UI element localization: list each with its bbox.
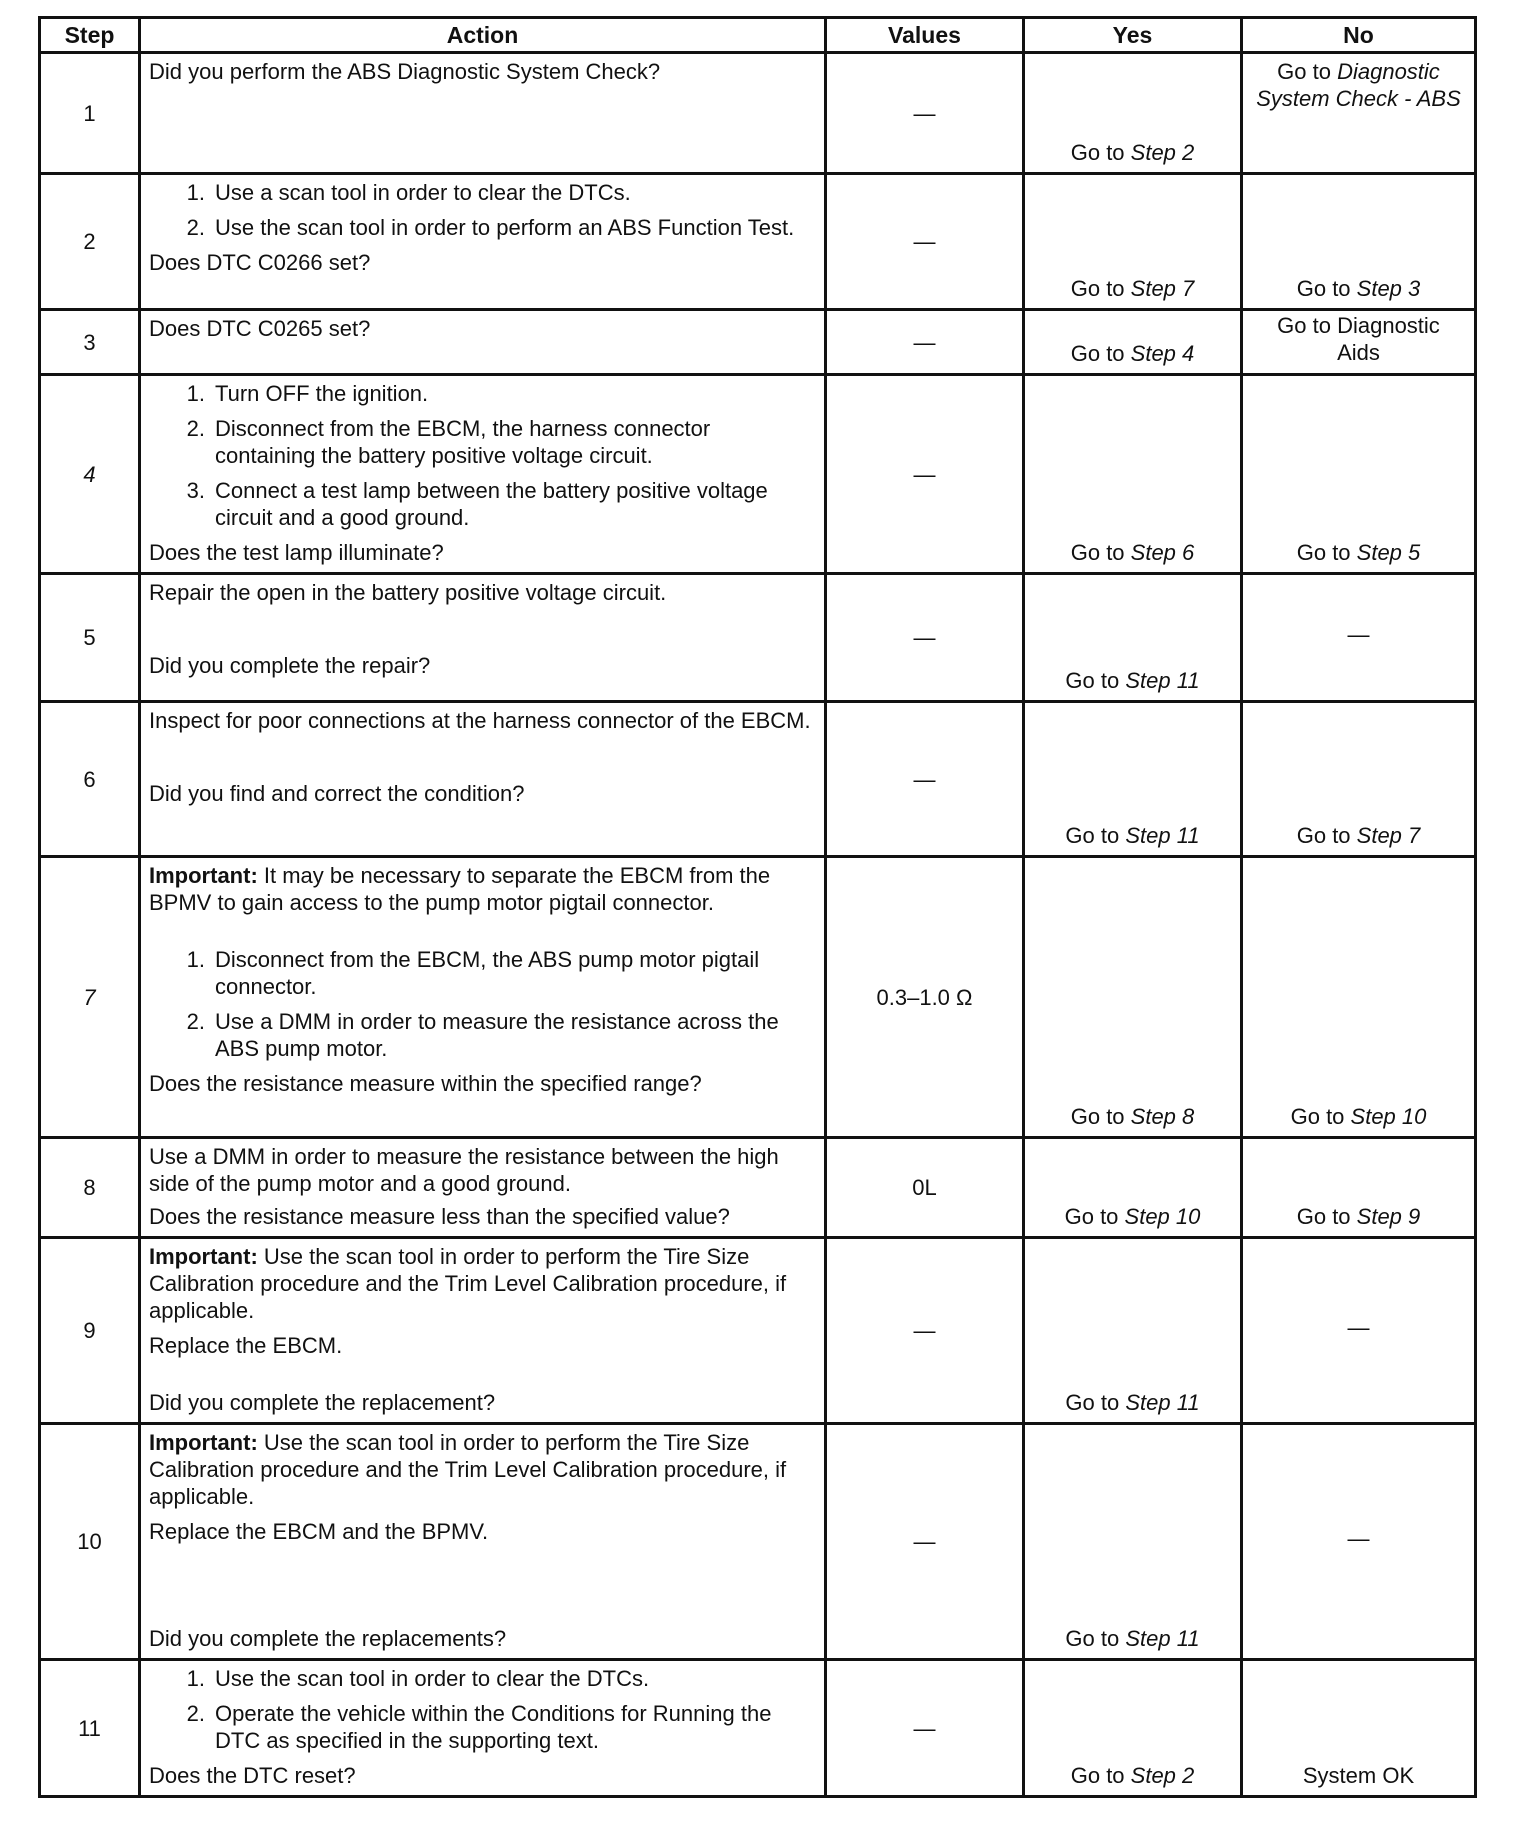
step-number: 3: [40, 310, 140, 375]
no-cell: System OK: [1242, 1660, 1476, 1797]
action-steps: [149, 179, 816, 241]
step-number: 1: [40, 53, 140, 174]
step-number: 11: [40, 1660, 140, 1797]
no-cell: [1242, 53, 1476, 174]
value-cell: 0.3–1.0 Ω: [826, 857, 1024, 1138]
no-cell: —: [1242, 1424, 1476, 1660]
action-step-item: 2. Use a DMM in order to measure the resistance across the ABS pump motor.: [186, 1009, 779, 1061]
important-note: Important: Use the scan tool in order to perform the Tire Size Calibration procedure and the Trim Level Calibration procedure, if applicable.: [149, 1244, 787, 1323]
action-cell: [140, 1424, 826, 1660]
value-cell: —: [826, 53, 1024, 174]
yes-link[interactable]: Step 6: [1130, 540, 1195, 565]
no-link[interactable]: Step 9: [1356, 1204, 1421, 1229]
action-steps: [149, 380, 816, 531]
table-row: [40, 857, 1476, 1138]
step-number: 10: [40, 1424, 140, 1660]
header-no: No: [1242, 18, 1476, 53]
step-number: 9: [40, 1238, 140, 1424]
no-prefix: Go to: [1277, 59, 1338, 84]
yes-cell: Go to Step 11: [1024, 1424, 1242, 1660]
yes-link[interactable]: Step 7: [1130, 276, 1195, 301]
action-text: Replace the EBCM and the BPMV.: [149, 1519, 489, 1544]
yes-link[interactable]: Step 2: [1130, 1763, 1195, 1788]
no-cell: Go to Step 3: [1242, 174, 1476, 310]
action-steps: [149, 1665, 816, 1754]
yes-cell: [1024, 53, 1242, 174]
step-number: 4: [40, 375, 140, 574]
action-cell: [140, 53, 826, 174]
yes-link[interactable]: Step 4: [1130, 341, 1195, 366]
table-row: [40, 53, 1476, 174]
action-text: Does DTC C0265 set?: [149, 316, 371, 341]
action-cell: [140, 574, 826, 702]
action-text: Replace the EBCM.: [149, 1333, 343, 1358]
header-step: Step: [40, 18, 140, 53]
header-row: [40, 18, 1476, 53]
action-step-item: 1. Use a scan tool in order to clear the DTCs.: [186, 180, 631, 205]
no-cell: Go to Step 10: [1242, 857, 1476, 1138]
header-values: Values: [826, 18, 1024, 53]
yes-cell: Go to Step 11: [1024, 574, 1242, 702]
value-cell: —: [826, 574, 1024, 702]
action-text: Did you perform the ABS Diagnostic System Check?: [149, 59, 661, 84]
value-cell: —: [826, 310, 1024, 375]
no-link[interactable]: Step 5: [1356, 540, 1421, 565]
yes-prefix: Go to: [1070, 140, 1131, 165]
action-cell: [140, 375, 826, 574]
yes-cell: Go to Step 8: [1024, 857, 1242, 1138]
action-step-item: 2. Disconnect from the EBCM, the harness connector containing the battery positive voltage circuit.: [186, 416, 711, 468]
yes-cell: Go to Step 7: [1024, 174, 1242, 310]
action-cell: [140, 1660, 826, 1797]
no-cell: —: [1242, 574, 1476, 702]
action-steps: [149, 946, 816, 1062]
yes-cell: Go to Step 4: [1024, 310, 1242, 375]
action-question: Does the test lamp illuminate?: [149, 540, 444, 565]
yes-cell: Go to Step 11: [1024, 702, 1242, 857]
important-note: Important: Use the scan tool in order to perform the Tire Size Calibration procedure and the Trim Level Calibration procedure, if applicable.: [149, 1430, 787, 1509]
yes-link[interactable]: Step 2: [1130, 140, 1195, 165]
value-cell: —: [826, 1660, 1024, 1797]
action-cell: [140, 1238, 826, 1424]
important-note: Important: It may be necessary to separate the EBCM from the BPMV to gain access to the pump motor pigtail connector.: [149, 863, 771, 915]
table-row: [40, 1660, 1476, 1797]
action-question: Does the DTC reset?: [149, 1763, 356, 1788]
value-cell: —: [826, 375, 1024, 574]
action-step-item: 2. Operate the vehicle within the Conditions for Running the DTC as specified in the supporting text.: [186, 1701, 772, 1753]
action-step-item: 3. Connect a test lamp between the battery positive voltage circuit and a good ground.: [186, 478, 768, 530]
step-number: 5: [40, 574, 140, 702]
yes-cell: Go to Step 10: [1024, 1138, 1242, 1238]
yes-link[interactable]: Step 10: [1124, 1204, 1201, 1229]
table-row: [40, 702, 1476, 857]
value-cell: —: [826, 1424, 1024, 1660]
action-cell: [140, 702, 826, 857]
action-question: Does the resistance measure within the specified range?: [149, 1071, 702, 1096]
table-row: [40, 1138, 1476, 1238]
no-link[interactable]: Step 7: [1356, 823, 1421, 848]
no-cell: Go to Step 9: [1242, 1138, 1476, 1238]
no-cell: Go to Step 7: [1242, 702, 1476, 857]
action-step-item: 1. Disconnect from the EBCM, the ABS pump motor pigtail connector.: [186, 947, 760, 999]
action-step-item: 1. Turn OFF the ignition.: [186, 381, 429, 406]
action-cell: [140, 1138, 826, 1238]
action-question: Did you complete the repair?: [149, 653, 431, 678]
table-row: [40, 375, 1476, 574]
action-question: Did you complete the replacements?: [149, 1626, 507, 1651]
no-link[interactable]: Diagnostic System Check - ABS: [1256, 59, 1461, 111]
action-question: Does DTC C0266 set?: [149, 250, 371, 275]
step-number: 7: [40, 857, 140, 1138]
action-text: Use a DMM in order to measure the resistance between the high side of the pump motor and a good ground.: [149, 1144, 779, 1196]
diagnostic-table: [38, 16, 1477, 1798]
yes-link[interactable]: Step 11: [1125, 1390, 1200, 1415]
yes-cell: Go to Step 6: [1024, 375, 1242, 574]
table-row: [40, 310, 1476, 375]
action-cell: [140, 857, 826, 1138]
no-link[interactable]: Go to Diagnostic Aids: [1277, 313, 1440, 365]
action-cell: [140, 174, 826, 310]
no-cell: —: [1242, 1238, 1476, 1424]
value-cell: —: [826, 702, 1024, 857]
step-number: 8: [40, 1138, 140, 1238]
yes-cell: Go to Step 2: [1024, 1660, 1242, 1797]
no-link[interactable]: Step 3: [1356, 276, 1421, 301]
no-link[interactable]: Step 10: [1350, 1104, 1427, 1129]
action-text: Repair the open in the battery positive voltage circuit.: [149, 580, 667, 605]
yes-cell: Go to Step 11: [1024, 1238, 1242, 1424]
value-cell: 0L: [826, 1138, 1024, 1238]
yes-link[interactable]: Step 11: [1125, 668, 1200, 693]
value-cell: —: [826, 1238, 1024, 1424]
table-row: [40, 1238, 1476, 1424]
header-action: Action: [140, 18, 826, 53]
action-question: Did you complete the replacement?: [149, 1390, 496, 1415]
action-cell: [140, 310, 826, 375]
no-cell: [1242, 310, 1476, 375]
no-cell: Go to Step 5: [1242, 375, 1476, 574]
action-text: Inspect for poor connections at the harness connector of the EBCM.: [149, 708, 811, 733]
yes-link[interactable]: Step 8: [1130, 1104, 1195, 1129]
action-step-item: 1. Use the scan tool in order to clear the DTCs.: [186, 1666, 650, 1691]
table-row: [40, 574, 1476, 702]
yes-link[interactable]: Step 11: [1125, 1626, 1200, 1651]
step-number: 6: [40, 702, 140, 857]
step-number: 2: [40, 174, 140, 310]
action-step-item: 2. Use the scan tool in order to perform an ABS Function Test.: [186, 215, 795, 240]
value-cell: —: [826, 174, 1024, 310]
action-question: Did you find and correct the condition?: [149, 781, 525, 806]
header-yes: Yes: [1024, 18, 1242, 53]
table-row: [40, 1424, 1476, 1660]
table-row: [40, 174, 1476, 310]
action-question: Does the resistance measure less than the specified value?: [149, 1204, 730, 1229]
yes-link[interactable]: Step 11: [1125, 823, 1200, 848]
